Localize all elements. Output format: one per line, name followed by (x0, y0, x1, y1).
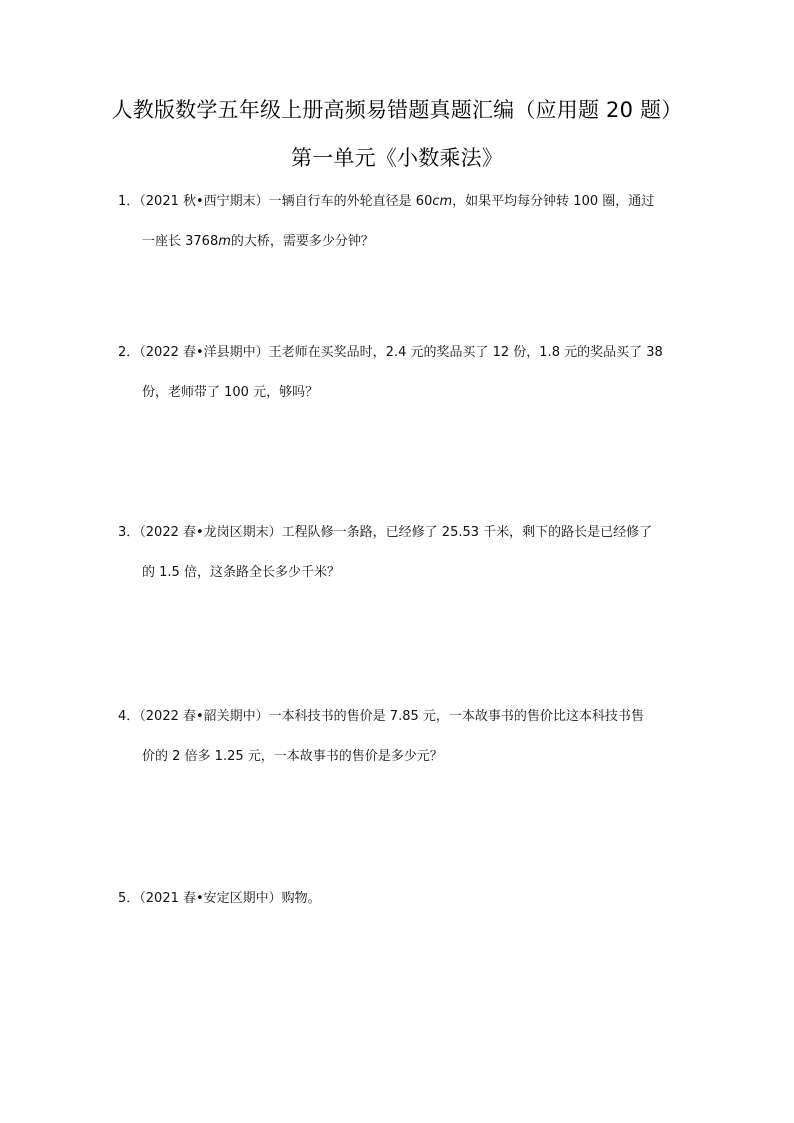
question-text: 价的 2 倍多 1.25 元，一本故事书的售价是多少元？ (142, 749, 443, 764)
question-text: 一座长 3768 (142, 234, 219, 249)
question-5 (118, 889, 678, 909)
question-text: 份，老师带了 100 元，够吗？ (142, 385, 319, 400)
question-2-line-2 (118, 383, 678, 403)
page-title: 人教版数学五年级上册高频易错题真题汇编（应用题 20 题） (111, 98, 683, 122)
question-source: （2022 春•韶关期中） (139, 709, 269, 724)
question-text: 的大桥，需要多少分钟？ (230, 234, 374, 249)
unit-subtitle: 第一单元《小数乘法》 (291, 146, 503, 170)
question-text: 一本科技书的售价是 7.85 元，一本故事书的售价比这本科技书售 (268, 709, 644, 724)
question-2 (118, 343, 678, 403)
question-3 (118, 523, 678, 583)
question-2-line-1 (118, 343, 678, 363)
question-text: 工程队修一条路，已经修了 25.53 千米，剩下的路长是已经修了 (281, 525, 653, 540)
question-source: （2021 春•安定区期中） (139, 891, 282, 906)
question-text: 购物。 (281, 891, 321, 906)
question-number: 1． (118, 194, 140, 209)
question-4-line-2 (118, 747, 678, 767)
question-number: 2． (118, 345, 140, 360)
question-number: 4． (118, 709, 140, 724)
question-4 (118, 707, 678, 767)
unit-label: cm (432, 194, 453, 209)
question-source: （2021 秋•西宁期末） (139, 194, 269, 209)
question-5-line-1 (118, 889, 678, 909)
question-1-line-2 (118, 232, 678, 252)
question-text: 的 1.5 倍，这条路全长多少千米？ (142, 565, 340, 580)
question-source: （2022 春•龙岗区期末） (139, 525, 282, 540)
question-number: 5． (118, 891, 140, 906)
question-text: ，如果平均每分钟转 100 圈，通过 (452, 194, 655, 209)
question-3-line-1 (118, 523, 678, 543)
question-text: 一辆自行车的外轮直径是 60 (268, 194, 433, 209)
question-number: 3． (118, 525, 140, 540)
question-source: （2022 春•洋县期中） (139, 345, 269, 360)
question-4-line-1 (118, 707, 678, 727)
question-1 (118, 192, 678, 252)
unit-label: m (218, 234, 231, 249)
question-text: 王老师在买奖品时，2.4 元的奖品买了 12 份，1.8 元的奖品买了 38 (268, 345, 663, 360)
question-1-line-1 (118, 192, 678, 212)
question-3-line-2 (118, 563, 678, 583)
